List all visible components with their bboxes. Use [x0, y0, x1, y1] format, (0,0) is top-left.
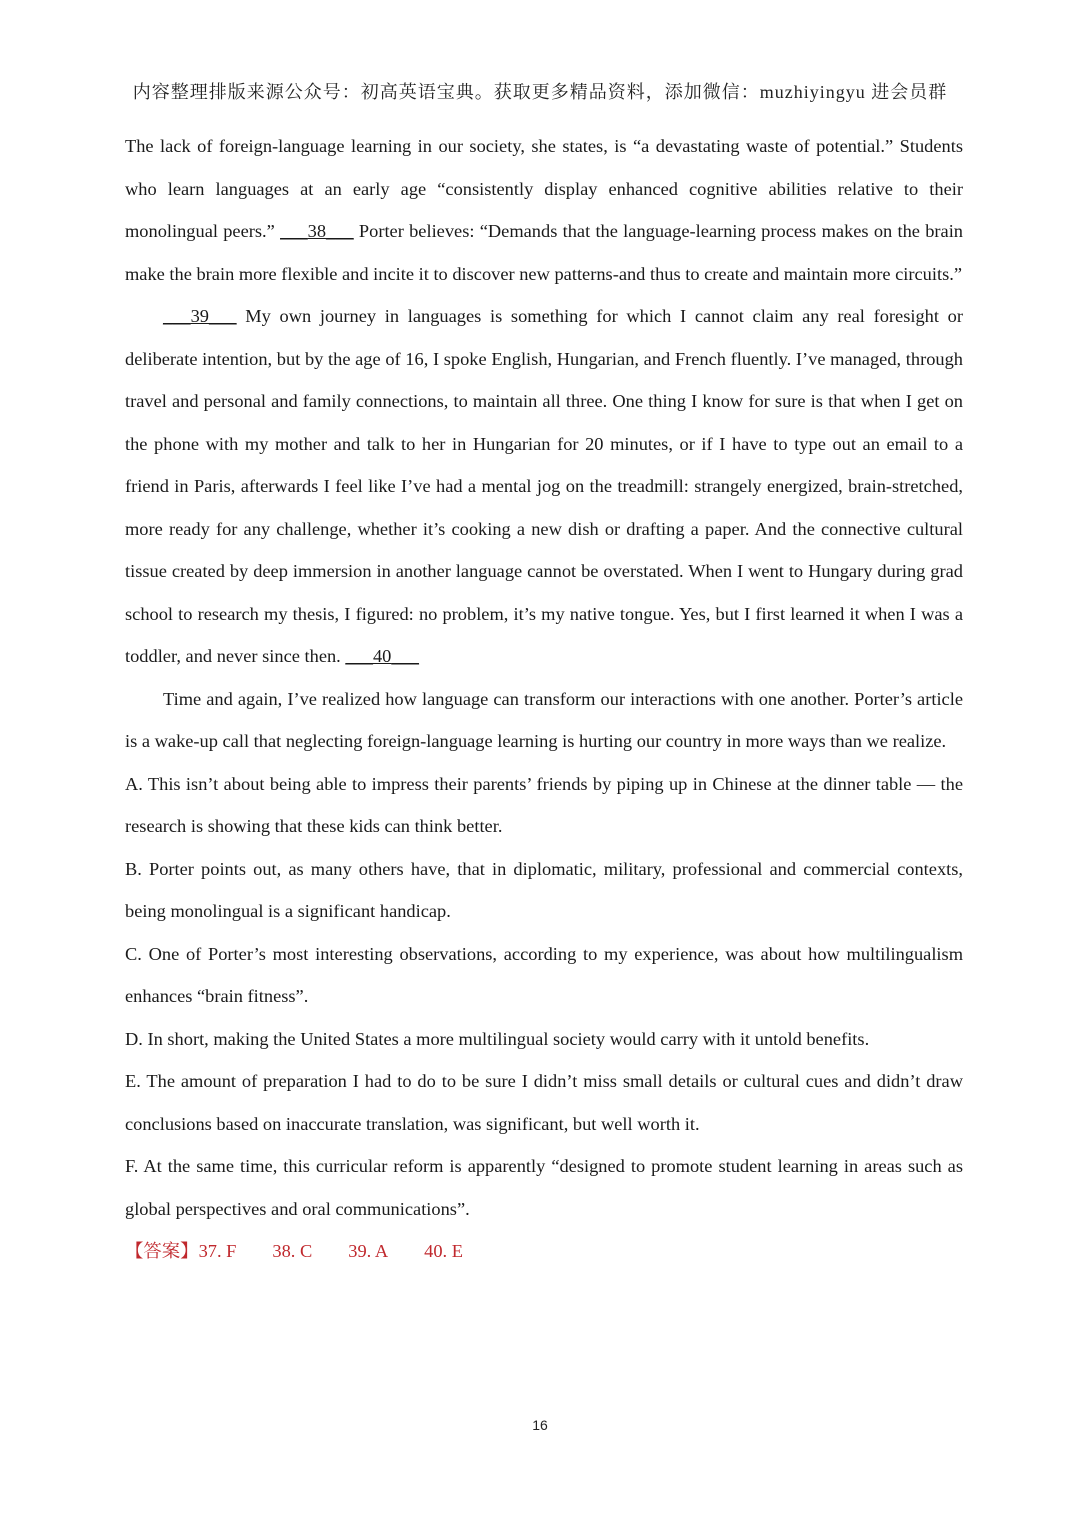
- answer-39: 39. A: [348, 1241, 389, 1261]
- answer-40: 40. E: [424, 1241, 463, 1261]
- option-a: A. This isn’t about being able to impress their parents’ friends by piping up in Chinese at the dinner table — the research is showing that these kids can think better.: [125, 773, 963, 836]
- blank-39: ___39___: [163, 306, 237, 326]
- page-number: 16: [532, 1417, 548, 1433]
- option-b: B. Porter points out, as many others have, that in diplomatic, military, professional and commercial contexts, being monolingual is a significant handicap.: [125, 858, 963, 921]
- paragraph-1-text-after: Porter believes: “Demands that the language-learning process makes on the brain make the brain more flexible and incite it to discover new patterns-and thus to create and maintain more circuits.”: [125, 221, 963, 284]
- paragraph-2-text: My own journey in languages is something for which I cannot claim any real foresight or deliberate intention, but by the age of 16, I spoke English, Hungarian, and French fluently. I’ve managed, through travel and personal and family connections, to maintain all three. One thing I know for sure is that when I get on the phone with my mother and talk to her in Hungarian for 20 minutes, or if I have to type out an email to a friend in Paris, afterwards I feel like I’ve had a mental jog on the treadmill: strangely energized, brain-stretched, more ready for any challenge, whether it’s cooking a new dish or drafting a paper. And the connective cultural tissue created by deep immersion in another language cannot be overstated. When I went to Hungary during grad school to research my thesis, I figured: no problem, it’s my native tongue. Yes, but I first learned it when I was a toddler, and never since then.: [125, 306, 963, 666]
- answer-37: 37. F: [198, 1241, 237, 1261]
- answer-38: 38. C: [272, 1241, 313, 1261]
- paragraph-1-text-before: The lack of foreign-language learning in our society, she states, is “a devastating waste of potential.” Students who learn languages at an early age “consistently display enhanced cognitive abilities relative to their monolingual peers.”: [125, 136, 963, 241]
- page-header: 内容整理排版来源公众号：初高英语宝典。获取更多精品资料，添加微信：muzhiyingyu 进会员群: [132, 82, 948, 102]
- paragraph-2: [125, 295, 963, 678]
- document-body: [125, 125, 963, 1273]
- paragraph-3: Time and again, I’ve realized how language can transform our interactions with one another. Porter’s article is a wake-up call that neglecting foreign-language learning is hurting our country in more ways than we realize.: [125, 688, 963, 751]
- option-c: C. One of Porter’s most interesting observations, according to my experience, was about how multilingualism enhances “brain fitness”.: [125, 943, 963, 1006]
- answer-label: 【答案】: [125, 1241, 199, 1261]
- option-d: D. In short, making the United States a more multilingual society would carry with it untold benefits.: [125, 1028, 870, 1049]
- option-f: F. At the same time, this curricular reform is apparently “designed to promote student learning in areas such as global perspectives and oral communications”.: [125, 1156, 963, 1219]
- blank-38: ___38___: [280, 221, 354, 241]
- paragraph-1: [125, 125, 963, 295]
- option-e: E. The amount of preparation I had to do to be sure I didn’t miss small details or cultural cues and didn’t draw conclusions based on inaccurate translation, was significant, but well worth it.: [125, 1071, 963, 1134]
- blank-40: ___40___: [345, 646, 419, 666]
- answer-key: [125, 1230, 963, 1273]
